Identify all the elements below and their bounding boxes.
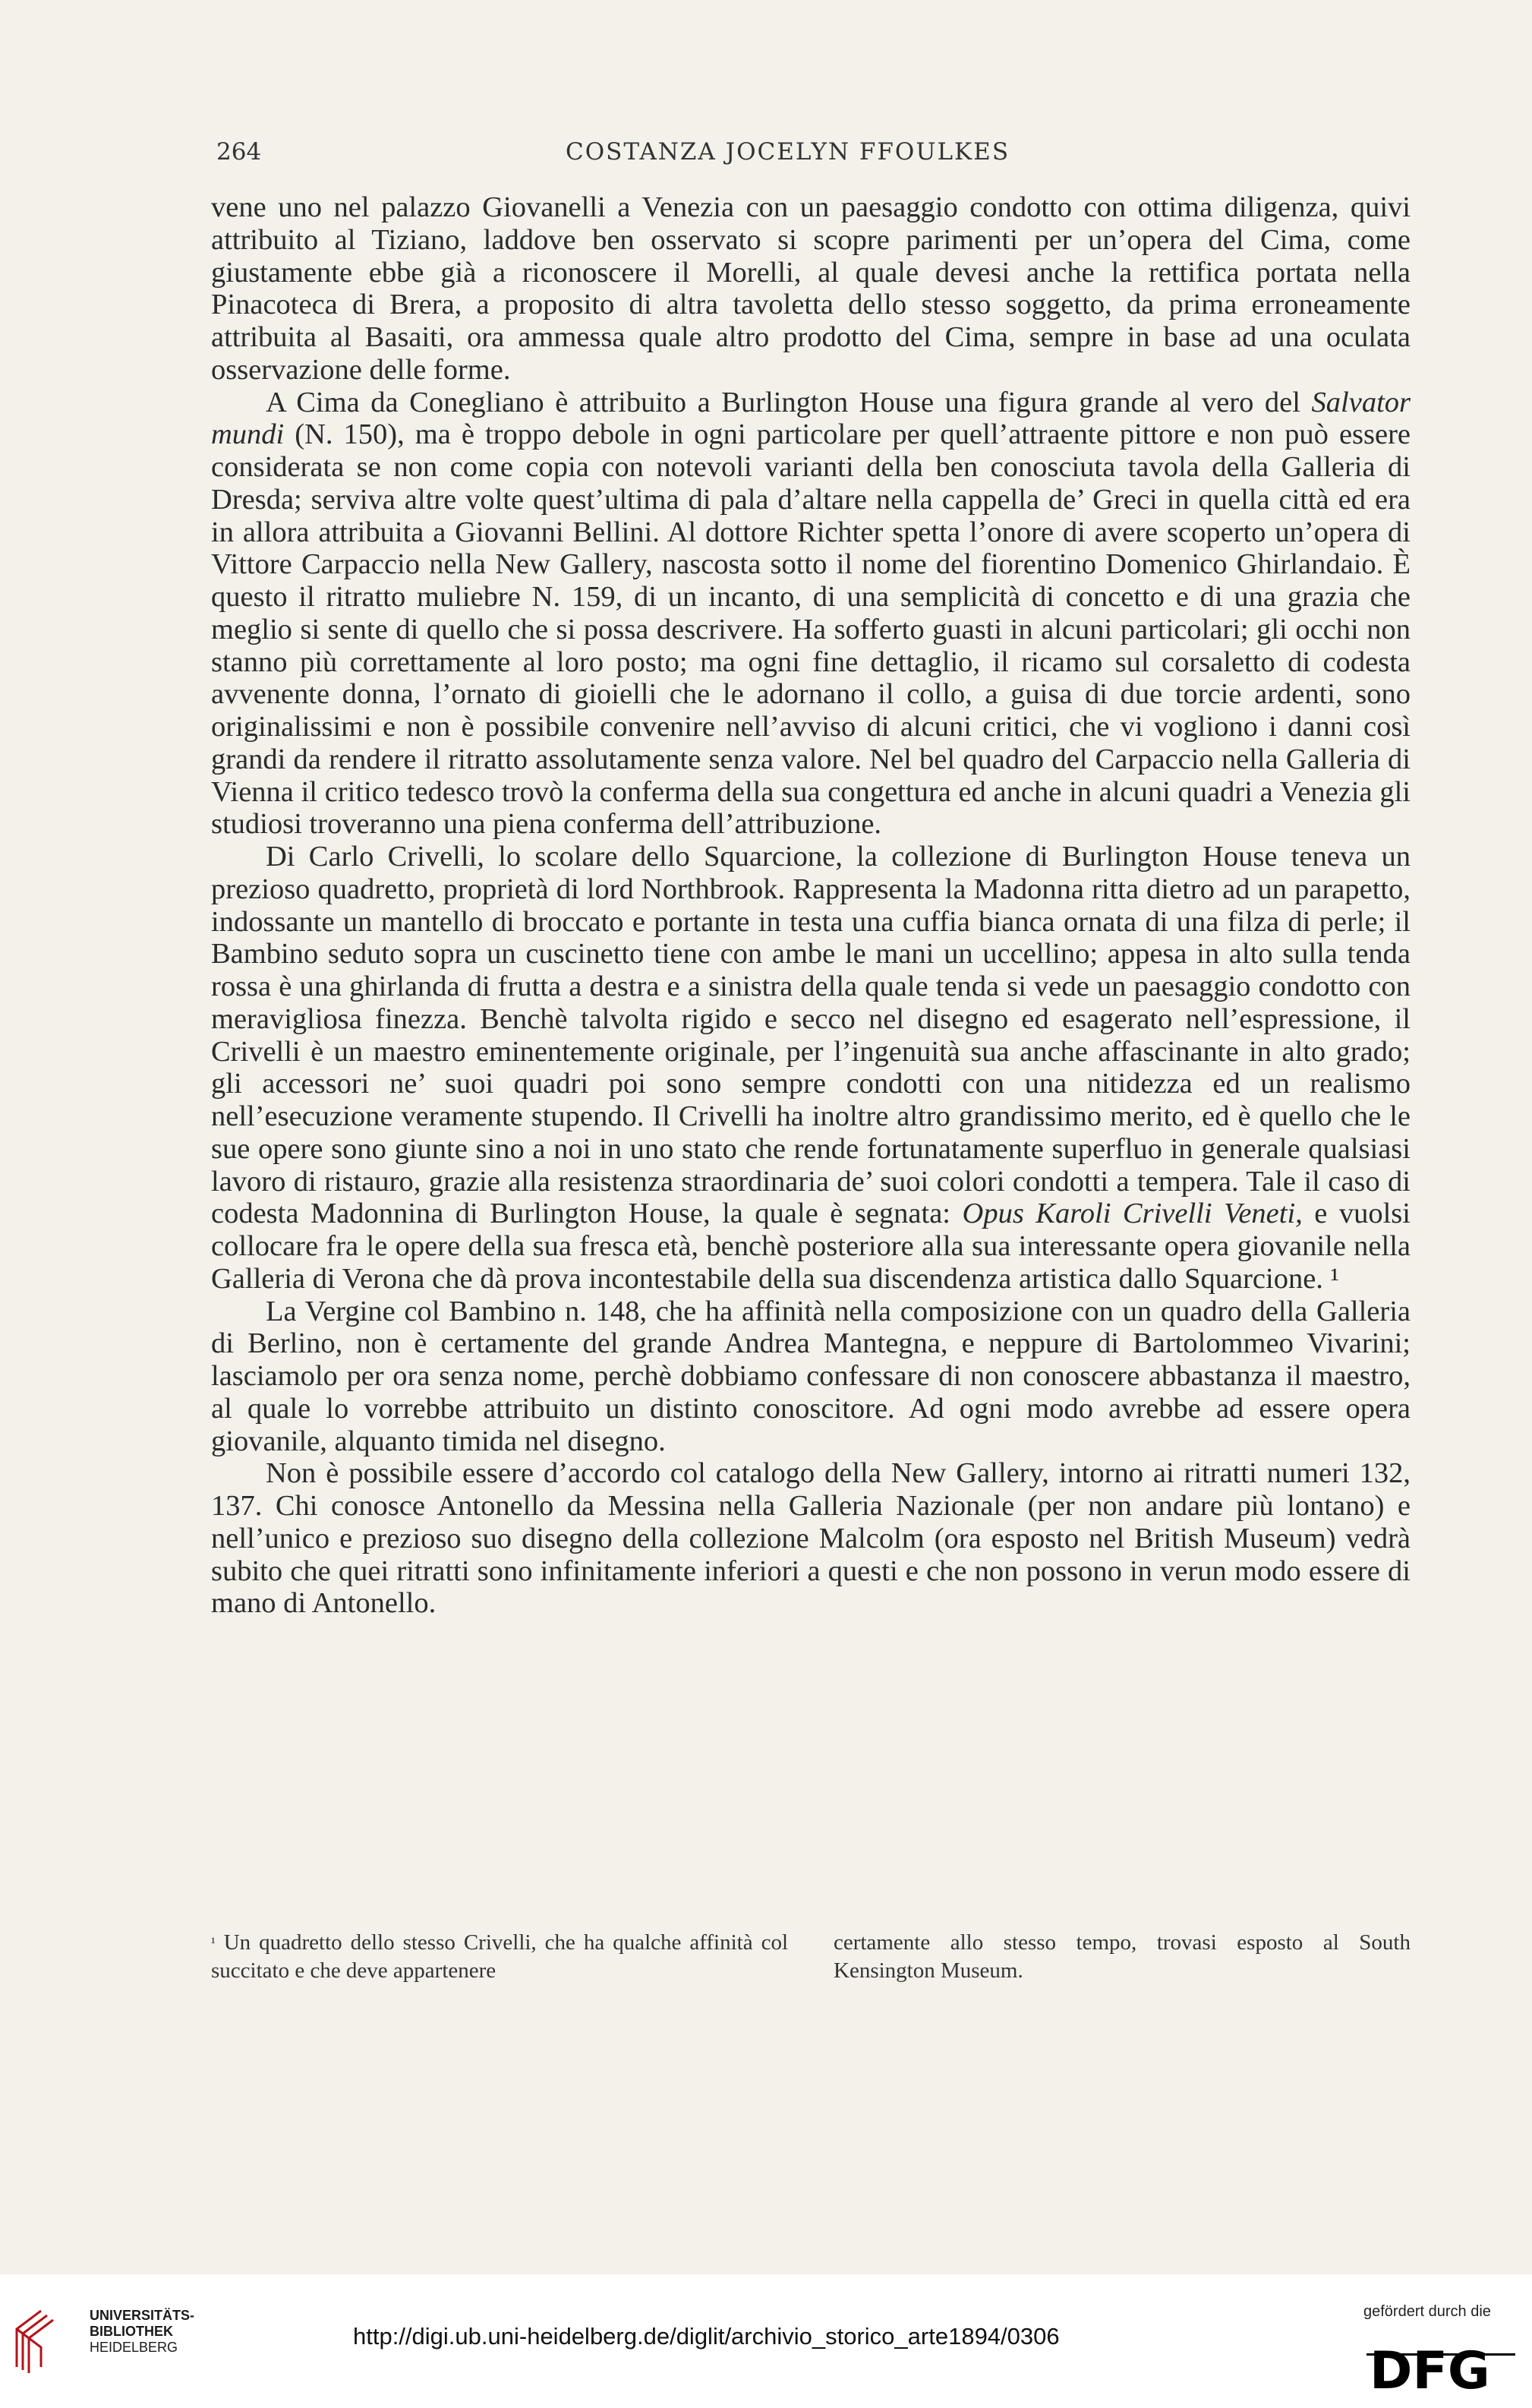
paragraph: vene uno nel palazzo Giovanelli a Venezia con un paesaggio condotto con ottima diligenza, quivi attribuito al Tiziano, laddove ben osservato si scopre parimenti per un’opera del Cima, come giustamente ebbe già a riconoscere il Morelli, al quale devesi anche la rettifica portata nella Pinacoteca di Brera, a proposito di altra tavoletta dello stesso soggetto, da prima erroneamente attribuita al Basaiti, ora ammessa quale altro prodotto del Cima, sempre in base ad una oculata osservazione delle forme. — [211, 191, 1411, 386]
footnote — [211, 1929, 1411, 1985]
paragraph: La Vergine col Bambino n. 148, che ha affinità nella composizione con un quadro della Galleria di Berlino, non è certamente del grande Andrea Mantegna, e neppure di Bartolommeo Vivarini; lasciamolo per ora senza nome, perchè dobbiamo confessare di non conoscere abbastanza il maestro, al quale lo vorrebbe attribuito un distinto conoscitore. Ad ogni modo avrebbe ad essere opera giovanile, alquanto timida nel disegno. — [211, 1295, 1411, 1457]
svg-text:DFG: DFG — [1370, 2341, 1490, 2391]
footnote-marker: ¹ — [211, 1935, 216, 1951]
footnote-right: certamente allo stesso tempo, trovasi esposto al South Kensington Museum. — [834, 1930, 1411, 1983]
italic-title: Salvator mundi — [211, 386, 1411, 451]
ub-heidelberg-logo-icon — [11, 2306, 56, 2375]
paragraph: A Cima da Conegliano è attribuito a Burlington House una figura grande al vero del Salvator mundi (N. 150), ma è troppo debole in ogni particolare per quell’attraente pittore e non può essere considerata se non come copia con notevoli varianti della ben conosciuta tavola della Galleria di Dresda; serviva altre volte quest’ultima di pala d’altare nella cappella de’ Greci in quella città ed era in allora attribuita a Giovanni Bellini. Al dottore Richter spetta l’onore di avere scoperto un’opera di Vittore Carpaccio nella New Gallery, nascosta sotto il nome del fiorentino Domenico Ghirlandaio. È questo il ritratto muliebre N. 159, di un incanto, di una semplicità di concetto e di una grazia che meglio si sente di quello che si possa descrivere. Ha sofferto guasti in alcuni particolari; gli occhi non stanno più correttamente al loro posto; ma ogni fine dettaglio, il ricamo sul corsaletto di codesta avvenente donna, l’ornato di gioielli che le adornano il collo, a guisa di due torcie ardenti, sono originalissimi e non è possibile convenire nell’avviso di alcuni critici, che vi vogliono i danni così grandi da rendere il ritratto assolutamente senza valore. Nel bel quadro del Carpaccio nella Galleria di Vienna il critico tedesco trovò la conferma della sua congettura ed anche in alcuni quadri a Venezia gli studiosi troveranno una piena conferma dell’attribuzione. — [211, 386, 1411, 841]
paragraph: Non è possibile essere d’accordo col catalogo della New Gallery, intorno ai ritratti numeri 132, 137. Chi conosce Antonello da Messina nella Galleria Nazionale (per non andare più lontano) e nell’unico e prezioso suo disegno della collezione Malcolm (ora esposto nel British Museum) vedrà subito che quei ritratti sono infinitamente inferiori a questi e che non possono in verun modo essere di mano di Antonello. — [211, 1457, 1411, 1620]
library-name: UNIVERSITÄTS- BIBLIOTHEK HEIDELBERG — [90, 2308, 195, 2355]
body-text — [211, 191, 1411, 1620]
digitization-footer — [0, 2274, 1532, 2408]
dfg-logo-icon — [1367, 2331, 1518, 2391]
running-header — [0, 138, 1532, 176]
funding-label: gefördert durch die — [1363, 2303, 1491, 2320]
italic-inscription: Opus Karoli Crivelli Veneti, — [962, 1198, 1303, 1230]
permalink-url[interactable]: http://digi.ub.uni-heidelberg.de/diglit/archivio_storico_arte1894/0306 — [353, 2323, 1060, 2350]
page-number: 264 — [216, 138, 262, 166]
paragraph: Di Carlo Crivelli, lo scolare dello Squarcione, la collezione di Burlington House teneva un prezioso quadretto, proprietà di lord Northbrook. Rappresenta la Madonna ritta dietro ad un parapetto, indossante un mantello di broccato e portante in testa una cuffia bianca ornata di una filza di perle; il Bambino seduto sopra un cuscinetto tiene con ambe le mani un uccellino; appesa in alto sulla tenda rossa è una ghirlanda di frutta a destra e a sinistra della quale tenda si vede un paesaggio condotto con meravigliosa finezza. Benchè talvolta rigido e secco nel disegno ed esagerato nell’espressione, il Crivelli è un maestro eminentemente originale, per l’ingenuità sua anche affascinante in alto grado; gli accessori ne’ suoi quadri poi sono sempre condotti con una nitidezza ed un realismo nell’esecuzione veramente stupendo. Il Crivelli ha inoltre altro grandissimo merito, ed è quello che le sue opere sono giunte sino a noi in uno stato che rende fortunatamente superfluo in generale qualsiasi lavoro di ristauro, grazie alla resistenza straordinaria de’ suoi colori condotti a tempera. Tale il caso di codesta Madonnina di Burlington House, la quale è segnata: Opus Karoli Crivelli Veneti, e vuolsi collocare fra le opere della sua fresca età, benchè posteriore alla sua interessante opera giovanile nella Galleria di Verona che dà prova incontestabile della sua discendenza artistica dallo Squarcione. ¹ — [211, 841, 1411, 1295]
footnote-left: $^{^1}$ Un quadretto dello stesso Crivelli, che ha qualche affinità col succitato e che deve appartenere — [211, 1930, 789, 1983]
running-title: COSTANZA JOCELYN FFOULKES — [566, 138, 1010, 166]
